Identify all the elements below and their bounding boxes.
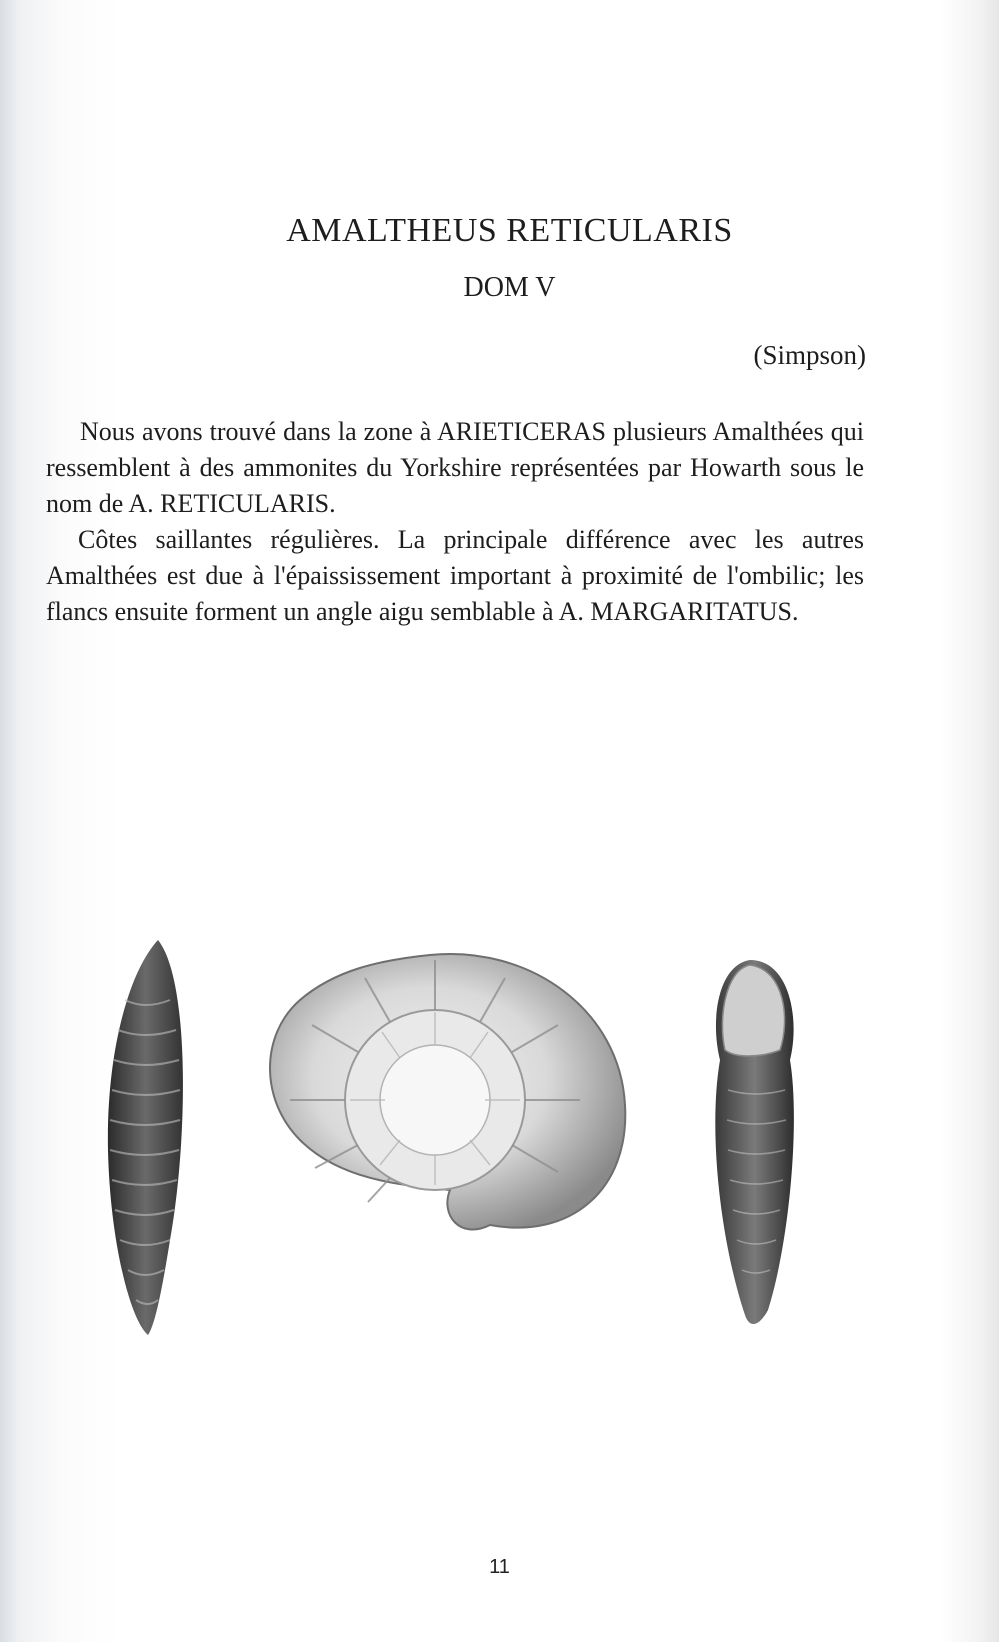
author-attribution: (Simpson) [753,340,866,370]
body-text [46,414,864,630]
fossil-ventral-view-left [108,940,183,1335]
page-subtitle: DOM V [463,272,556,303]
page-title: AMALTHEUS RETICULARIS [286,212,733,249]
page-number: 11 [489,1556,510,1578]
fossil-lateral-view [270,954,625,1230]
fossil-figure [100,940,860,1380]
paragraph-2: Côtes saillantes régulières. La principale différence avec les autres Amalthées est due à l'épaississement important à proximité de l'ombilic; les flancs ensuite forment un angle aigu semblable à A. MARGARITATUS. [46,525,864,626]
paragraph-1: Nous avons trouvé dans la zone à ARIETICERAS plusieurs Amalthées qui ressemblent à des ammonites du Yorkshire représentées par Howarth sous le nom de A. RETICULARIS. [46,417,864,518]
fossil-ventral-view-right [715,960,794,1324]
